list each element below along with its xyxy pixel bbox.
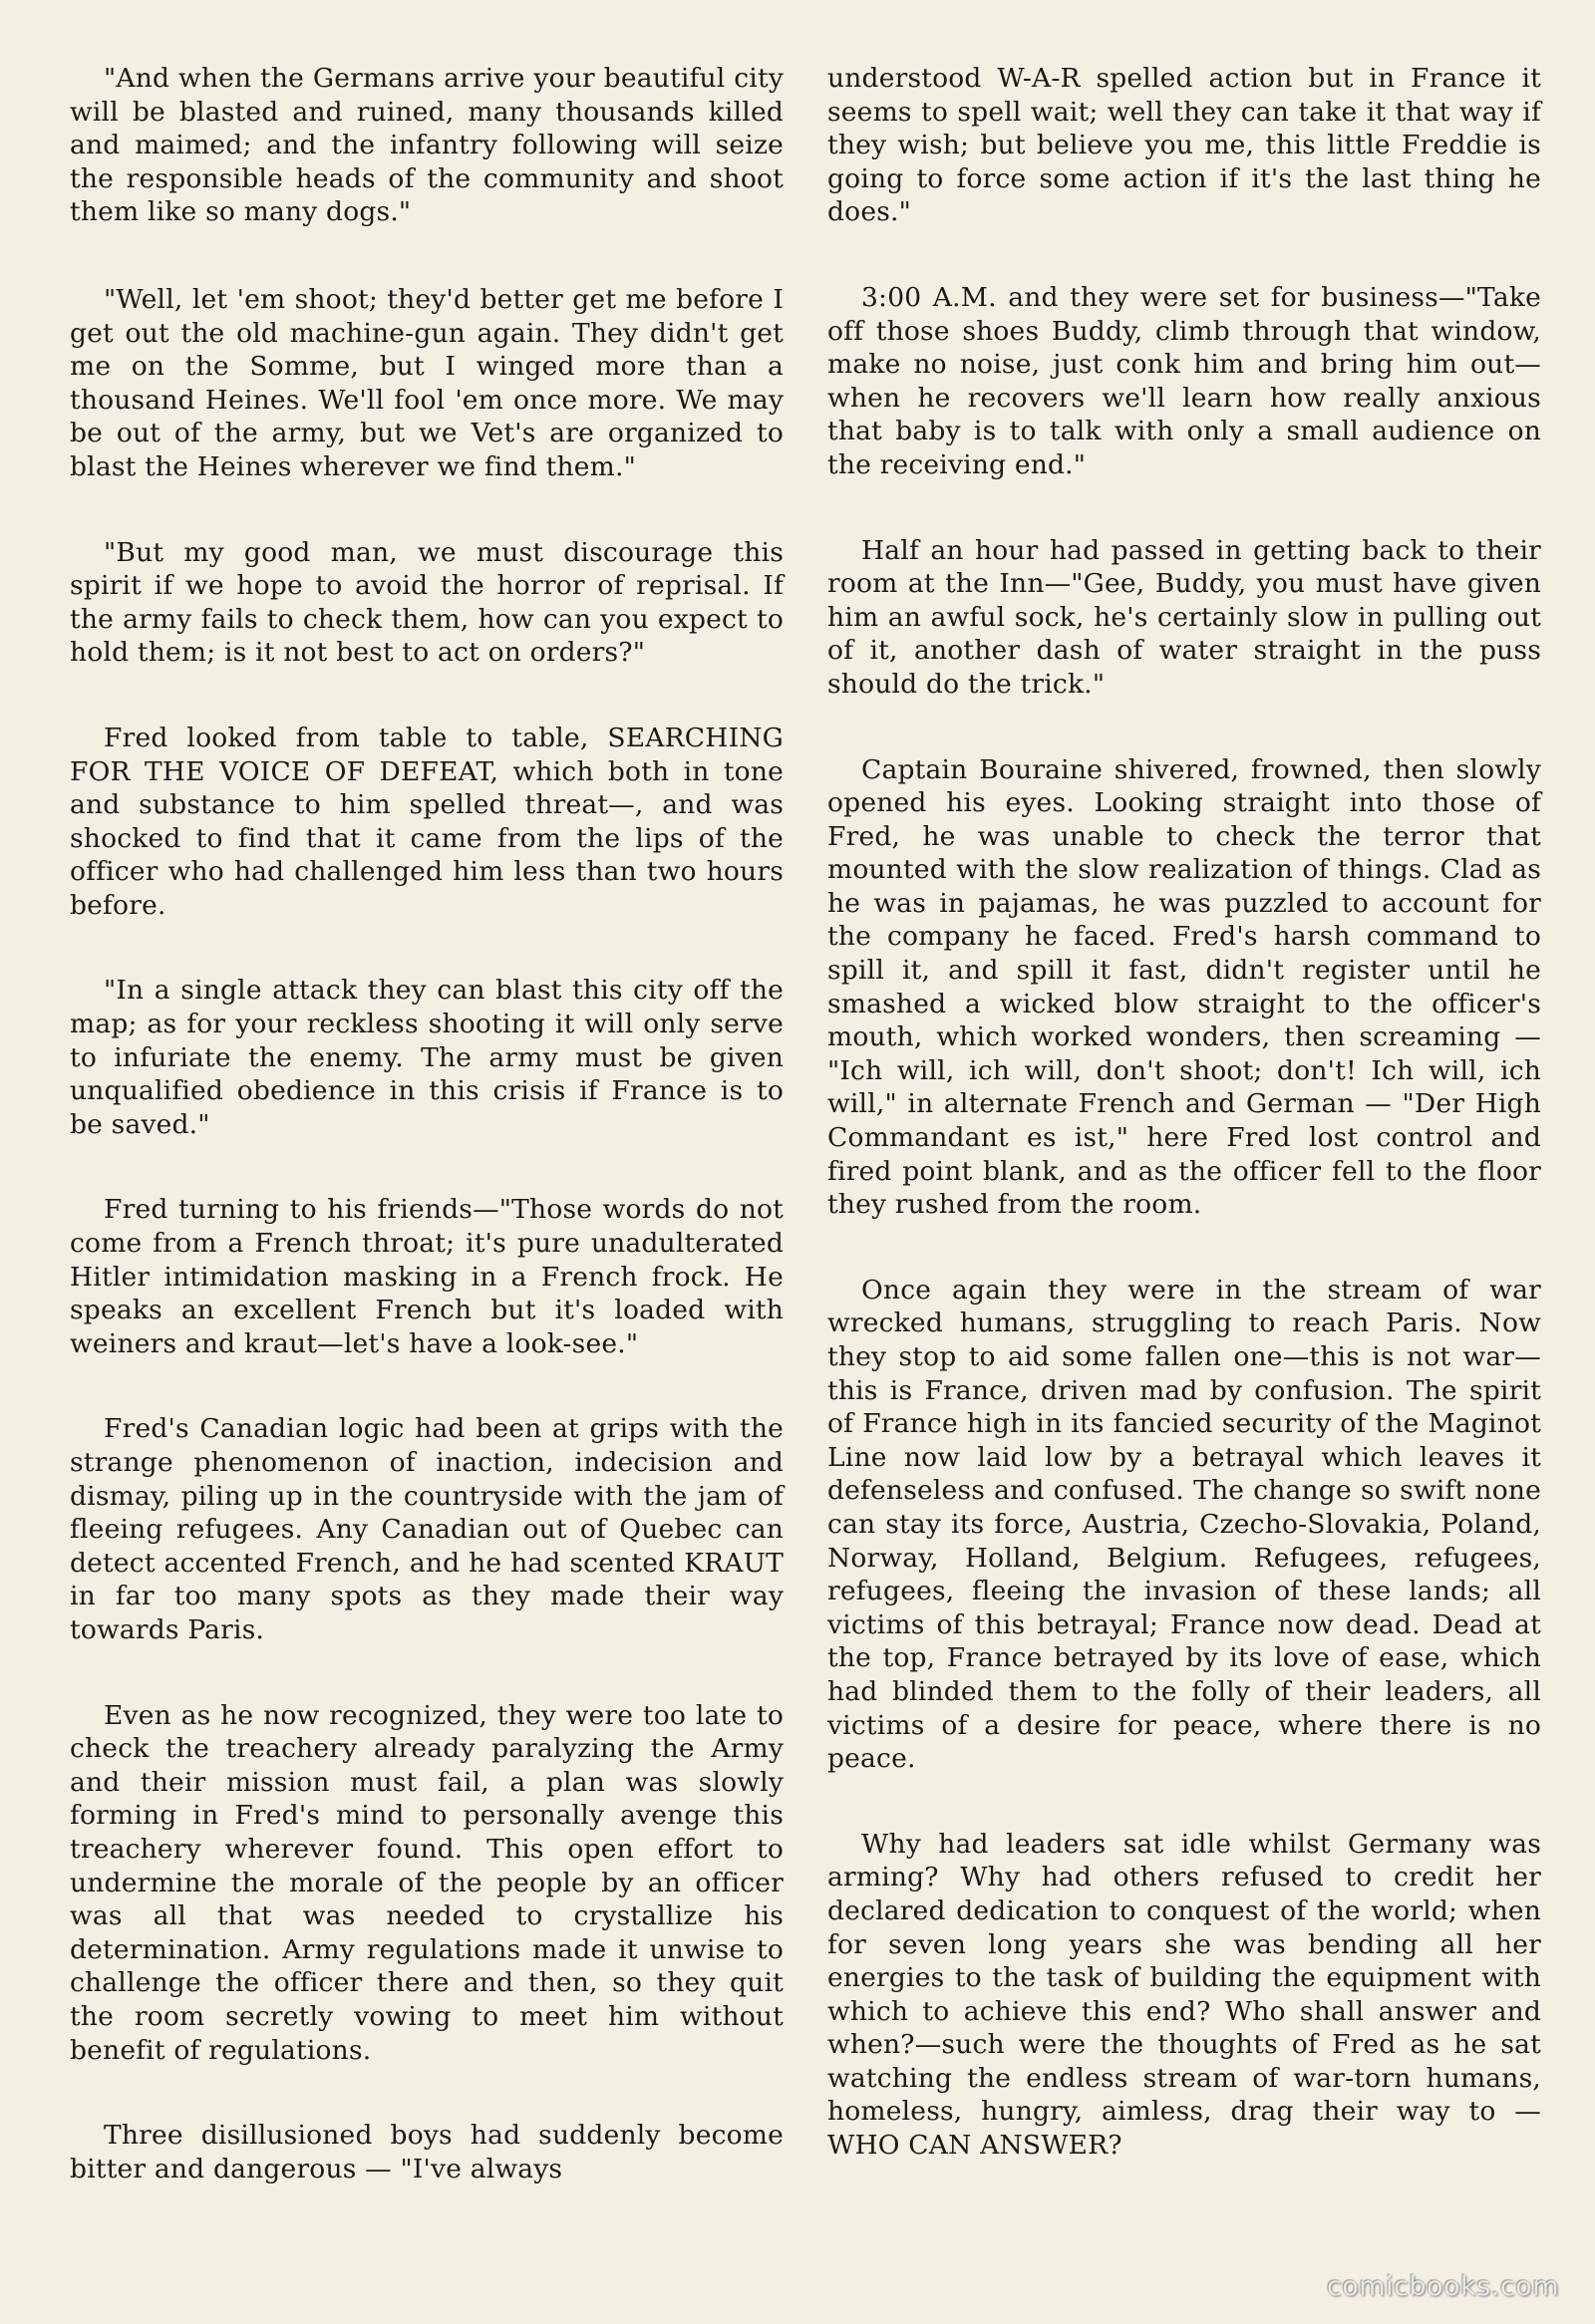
paragraph: "But my good man, we must discourage this spirit if we hope to avoid the horror of reprisal. If the army fails to check them, how can you expect to hold them; is it not best to act on orders?" <box>70 536 784 669</box>
left-column <box>70 62 784 2237</box>
paragraph: 3:00 A.M. and they were set for business—"Take off those shoes Buddy, climb through that window, make no noise, just conk him and bring him out—when he recovers we'll learn how really anxious that baby is to talk with only a small audience on the receiving end." <box>827 281 1541 480</box>
paragraph: Captain Bouraine shivered, frowned, then slowly opened his eyes. Looking straight into those of Fred, he was unable to check the terror that mounted with the slow realization of things. Clad as he was in pajamas, he was puzzled to account for the company he faced. Fred's harsh command to spill it, and spill it fast, didn't register until he smashed a wicked blow straight to the officer's mouth, which worked wonders, then screaming — "Ich will, ich will, don't shoot; don't! Ich will, ich will," in alternate French and German — "Der High Commandant es ist," here Fred lost control and fired point blank, and as the officer fell to the floor they rushed from the room. <box>827 753 1541 1221</box>
paragraph: Even as he now recognized, they were too late to check the treachery already paralyzing the Army and their mission must fail, a plan was slowly forming in Fred's mind to personally avenge this treachery wherever found. This open effort to undermine the morale of the people by an officer was all that was needed to crystallize his determination. Army regulations made it unwise to challenge the officer there and then, so they quit the room secretly vowing to meet him without benefit of regulations. <box>70 1699 784 2066</box>
site-watermark: comicbooks.com <box>1326 2271 1559 2302</box>
paragraph: Half an hour had passed in getting back to their room at the Inn—"Gee, Buddy, you must have given him an awful sock, he's certainly slow in pulling out of it, another dash of water straight in the puss should do the trick." <box>827 534 1541 700</box>
paragraph: "In a single attack they can blast this city off the map; as for your reckless shooting it will only serve to infuriate the enemy. The army must be given unqualified obedience in this crisis if France is to be saved." <box>70 975 784 1140</box>
paragraph: Why had leaders sat idle whilst Germany was arming? Why had others refused to credit her declared dedication to conquest of the world; when for seven long years she was bending all her energies to the task of building the equipment with which to achieve this end? Who shall answer and when?—such were the thoughts of Fred as he sat watching the endless stream of war-torn humans, homeless, hungry, aimless, drag their way to — WHO CAN ANSWER? <box>827 1828 1541 2162</box>
paragraph: "And when the Germans arrive your beautiful city will be blasted and ruined, many thousands killed and maimed; and the infantry following will seize the responsible heads of the community and shoot them like so many dogs." <box>70 63 784 228</box>
paragraph: "Well, let 'em shoot; they'd better get me before I get out the old machine-gun again. They didn't get me on the Somme, but I winged more than a thousand Heines. We'll fool 'em once more. We may be out of the army, but we Vet's are organized to blast the Heines wherever we find them." <box>70 283 784 482</box>
paragraph: Fred turning to his friends—"Those words do not come from a French throat; it's pure unadulterated Hitler intimidation masking in a French frock. He speaks an excellent French but it's loaded with weiners and kraut—let's have a look-see." <box>70 1194 784 1359</box>
paragraph: Three disillusioned boys had suddenly become bitter and dangerous — "I've always <box>70 2120 784 2184</box>
paragraph: Fred's Canadian logic had been at grips with the strange phenomenon of inaction, indecision and dismay, piling up in the countryside with the jam of fleeing refugees. Any Canadian out of Quebec can detect accented French, and he had scented KRAUT in far too many spots as they made their way towards Paris. <box>70 1413 784 1645</box>
paragraph: understood W-A-R spelled action but in France it seems to spell wait; well they can take it that way if they wish; but believe you me, this little Freddie is going to force some action if it's the last thing he does." <box>827 63 1541 228</box>
paragraph: Once again they were in the stream of war wrecked humans, struggling to reach Paris. Now they stop to aid some fallen one—this is not war—this is France, driven mad by confusion. The spirit of France high in its fancied security of the Maginot Line now laid low by a betrayal which leaves it defenseless and confused. The change so swift none can stay its force, Austria, Czecho-Slovakia, Poland, Norway, Holland, Belgium. Refugees, refugees, refugees, fleeing the invasion of these lands; all victims of this betrayal; France now dead. Dead at the top, France betrayed by its love of ease, which had blinded them to the folly of their leaders, all victims of a desire for peace, where there is no peace. <box>827 1274 1541 1775</box>
right-column <box>827 62 1541 2214</box>
paragraph: Fred looked from table to table, SEARCHING FOR THE VOICE OF DEFEAT, which both in tone and substance to him spelled threat—, and was shocked to find that it came from the lips of the officer who had challenged him less than two hours before. <box>70 722 784 921</box>
